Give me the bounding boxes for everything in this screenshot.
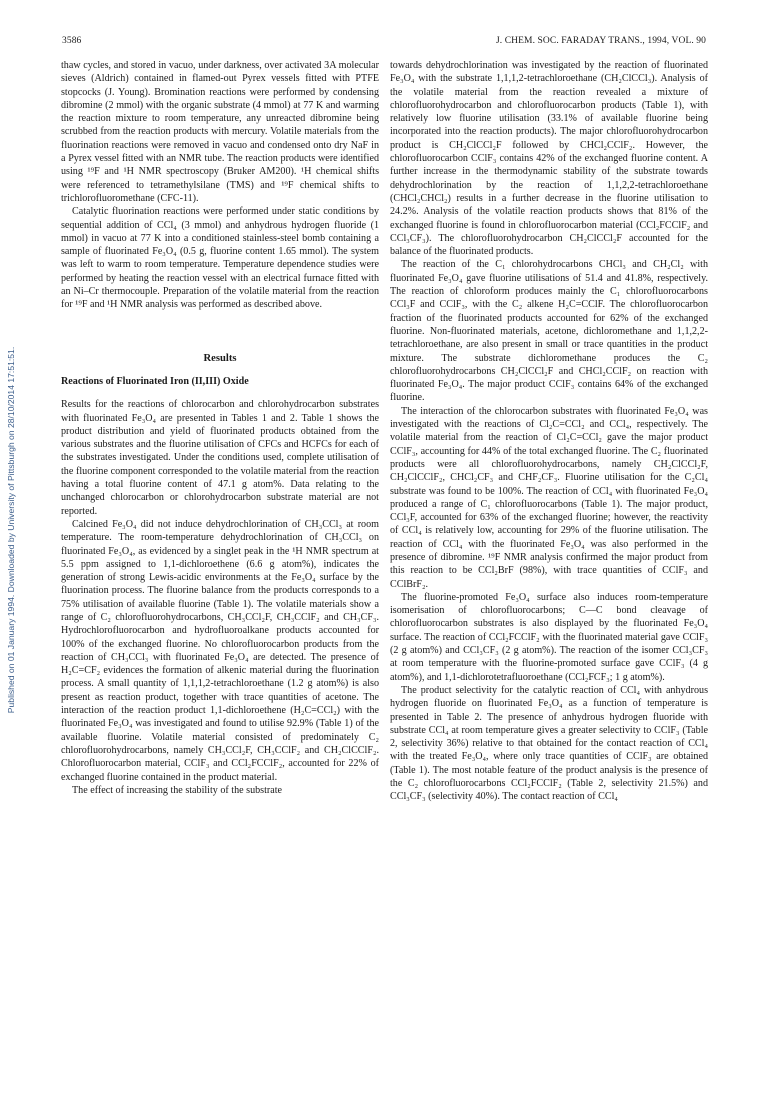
download-watermark-text: Published on 01 January 1994. Downloaded by University of Pittsburgh on 28/10/2014 17:51:51. (6, 346, 16, 714)
paragraph: Results for the reactions of chlorocarbon and chlorohydrocarbon substrates with fluorinated Fe₃O₄ are presented in Tables 1 and 2. Table 1 shows the product distribution and yield of fluorinated products obtained from the various substrates and the fluorine utilisation of CFCs and HCFCs for each of the substrates investigated. Under the conditions used, complete utilisation of the fluorine component corresponded to the volatile material from the reaction having a total fluorine content of 47.1 g atom%. Data relating to the unchanged chlorocarbon or chlorohydrocarbon substrate material are not reported. (61, 399, 379, 517)
download-watermark (4, 290, 18, 770)
subsection-heading: Reactions of Fluorinated Iron (II,III) Oxide (61, 375, 249, 387)
paragraph: The product selectivity for the catalytic reaction of CCl₄ with anhydrous hydrogen fluoride on fluorinated Fe₃O₄ as a function of temperature is presented in Table 2. The presence of anhydrous hydrogen fluoride with substrate CCl₄ at room temperature gives a greater selectivity to CClF₃ (Table 2, selectivity 36%) relative to that obtained for the contact reaction of CCl₄ with the treated Fe₃O₄, where only trace quantities of CClF₃ are obtained (Table 1). The most notable feature of the product analysis is the presence of the C₂ chlorofluorocarbons CCl₂FCClF₂ (Table 2, selectivity 21.5%) and CCl₃CF₃ (selectivity 40%). The contact reaction of CCl₄ (390, 684, 708, 803)
page-number: 3586 (62, 36, 82, 46)
left-column (61, 59, 379, 797)
paragraph: towards dehydrochlorination was investigated by the reaction of fluorinated Fe₃O₄ with the substrate 1,1,1,2-tetrachloroethane (CH₂ClCCl₃). Analysis of the volatile material from the reaction revealed a mixture of chlorofluorohydrocarbon and chlorofluorocarbon products (Table 1), with relatively low fluorine utilisation (33.1% of available fluorine being incorporated into the reaction products). The major chlorofluorohydrocarbon product is CH₂ClCCl₂F followed by CHCl₂CClF₂. However, the chlorofluorocarbon CClF₃ contains 42% of the exchanged fluorine content. A further increase in the thermodynamic stability of the substrate towards dehydrochlorination by the reaction of 1,1,2,2-tetrachloroethane (CHCl₂CHCl₂) results in a further decrease in the fluorine utilisation to 24.2%. Analysis of the volatile reaction products shows that 81% of the exchanged fluorine is found in chlorofluorocarbon material (CCl₂FCClF₂ and CCl₃CF₃). The chlorofluorohydrocarbon CH₂ClCCl₂F accounted for the balance of the fluorinated products. (390, 60, 708, 258)
paragraph: Calcined Fe₃O₄ did not induce dehydrochlorination of CH₃CCl₃ at room temperature. The room-temperature dehydrochlorination of CH₃CCl₃ on fluorinated Fe₃O₄, as evidenced by a singlet peak in the ¹H NMR spectrum at 5.5 ppm assigned to 1,1-dichloroethene (6.6 g atom%), indicates the generation of strong Lewis-acidic environments at the Fe₃O₄ surface by the fluorination process. The fluorine balance from the products corresponds to a 75% utilisation of available fluorine (Table 1). The volatile materials show a range of C₂ chlorofluorohydrocarbons, CH₃CCl₂F, CH₃CClF₂ and CH₃CF₃. Hydrochlorofluorocarbon and hydrofluoroalkane products accounted for 100% of the exchanged fluorine. No chlorofluorocarbon products from the reaction of CH₃CCl₃ with fluorinated Fe₃O₄ are detected. The presence of H₂C=CF₂ evidences the formation of alkenic material during the fluorination process. A small quantity of 1,1,1,2-tetrachloroethane (1.2 g atom%) is also present as reaction product, together with trace quantities of acetone. The interaction of the reaction product 1,1-dichloroethene (H₂C=CCl₂) with the fluorinated Fe₃O₄ was investigated and found to utilise 92.9% (Table 1) of the available fluorine. Volatile material consisted of predominately C₂ chlorofluorohydrocarbons, namely CH₃CCl₂F, CH₃CClF₂ and CH₂ClCClF₂. Chlorofluorocarbon material, CClF₃ and CCl₂FCClF₂, accounted for 22% of exchanged fluorine contained in the product material. (61, 518, 379, 783)
paragraph: Catalytic fluorination reactions were performed under static conditions by sequential addition of CCl₄ (3 mmol) and anhydrous hydrogen fluoride (1 mmol) in vacuo at 77 K into a conditioned stainless-steel bomb containing a sample of fluorinated Fe₃O₄ (0.5 g, fluorine content 1.65 mmol). The system was left to warm to room temperature. Temperature dependence studies were performed by heating the reaction vessel with an electrical furnace fitted with an Ni–Cr thermocouple. Preparation of the volatile material from the reaction for ¹⁹F and ¹H NMR analysis was performed as described above. (61, 206, 379, 311)
paragraph: The reaction of the C₁ chlorohydrocarbons CHCl₃ and CH₂Cl₂ with fluorinated Fe₃O₄ gave fluorine utilisations of 51.4 and 41.8%, respectively. The reaction of chloroform produces mainly the C₁ chlorofluorocarbons CCl₃F and CClF₃, with the C₂ alkene H₂C=CClF. The chlorofluorocarbon fraction of the fluorinated products accounted for 62% of the exchanged fluorine. Non-fluorinated materials, acetone, dichloromethane and 1,1,2,2-tetrachloroethane, are also present in small or trace quantities in the product mixture. The substrate dichloromethane produces the C₂ chlorofluorohydrocarbons CH₂ClCCl₂F and CHCl₂CClF₂ on reaction with fluorinated Fe₃O₄. The major product CClF₃ contains 64% of the exchanged fluorine. (390, 259, 708, 404)
paragraph: The interaction of the chlorocarbon substrates with fluorinated Fe₃O₄ was investigated with the reactions of Cl₂C=CCl₂ and CCl₄, respectively. The volatile material from the reaction of Cl₂C=CCl₂ gave the major product CClF₃, accounting for 44% of the total exchanged fluorine. The C₂ fluorinated products were all chlorofluorohydrocarbons, namely CH₂ClCCl₂F, CH₂ClCClF₂, CHCl₂CF₃ and CHF₂CF₃. Fluorine utilisation for the C₂Cl₄ substrate was found to be 100%. The reaction of CCl₄ with fluorinated Fe₃O₄ produced a range of C₁ chlorofluorocarbons (Table 1). The major product, CCl₃F, accounted for 63% of the exchanged fluorine; however, the reactivity of CCl₄ is relatively low, accounting for 29% of the fluorine utilisation. The reaction of CCl₄ with the fluorinated Fe₃O₄ was also performed in the presence of dibromine. ¹⁹F NMR analysis confirmed the major product from this reaction to be CCl₂BrF (98%), with trace quantities of CClF₃ and CClBrF₂. (390, 405, 708, 590)
paragraph: The fluorine-promoted Fe₃O₄ surface also induces room-temperature isomerisation of chlorofluorocarbons; C—C bond cleavage of chlorofluorocarbon substrates is also displayed by the fluorinated Fe₃O₄ surface. The reaction of CCl₂FCClF₂ with the fluorinated material gave CClF₃ (2 g atom%) and CCl₃CF₃ (2 g atom%). The reaction of the isomer CCl₃CF₃ at room temperature with the fluorine-promoted surface gave CClF₃ (4 g atom%), and 1,1-dichlorotetrafluoroethane (CCl₂FCF₃; 1 g atom%). (390, 591, 708, 683)
paragraph: The effect of increasing the stability of the substrate (72, 784, 283, 796)
section-heading-results: Results (203, 352, 237, 364)
paragraph: thaw cycles, and stored in vacuo, under darkness, over activated 3A molecular sieves (Aldrich) contained in flamed-out Pyrex vessels fitted with PTFE stopcocks (J. Young). Bromination reactions were performed by condensing dibromine (2 mmol) with the organic substrate (4 mmol) at 77 K and warming the reaction mixture to room temperature, any unreacted dibromine being scrubbed from the reaction products with mercury. Volatile materials from the fluorination reactions were removed in vacuo and condensed onto dry NaF in a Pyrex vessel fitted with an NMR tube. The reaction products were identified using ¹⁹F and ¹H NMR spectroscopy (Bruker AM200). ¹H chemical shifts were referenced to tetramethylsilane (TMS) and ¹⁹F chemical shifts to trichlorofluoromethane (CFC-11). (61, 60, 379, 204)
journal-running-header: J. CHEM. SOC. FARADAY TRANS., 1994, VOL. 90 (496, 36, 706, 46)
right-column (390, 59, 708, 804)
